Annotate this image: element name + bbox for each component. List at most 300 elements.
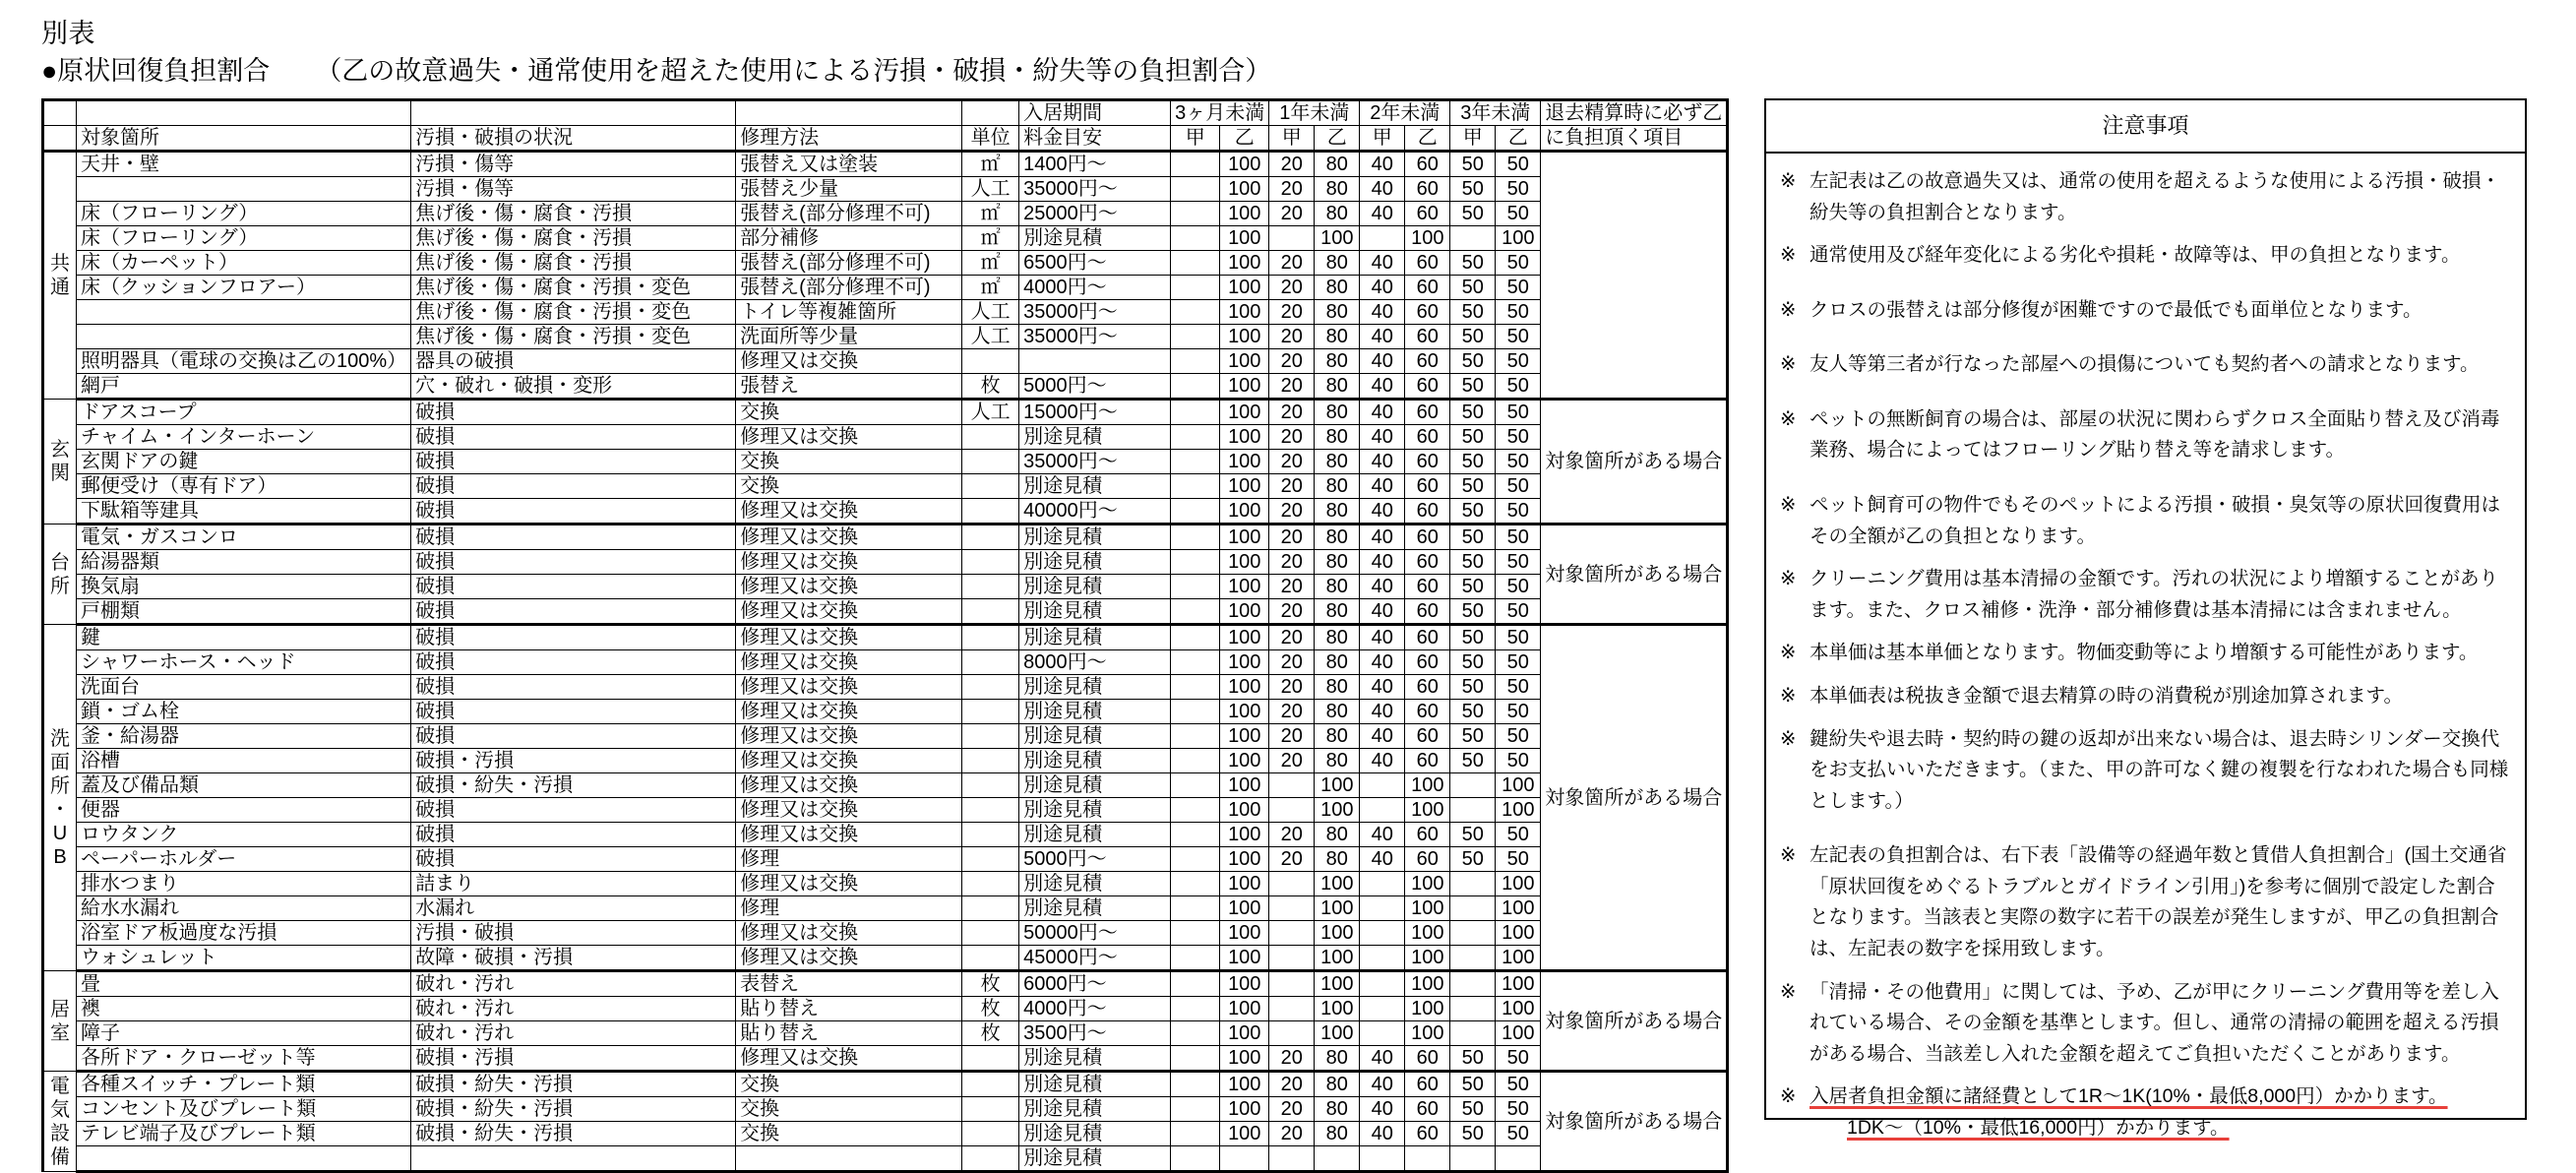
cell-ratio-2: 20	[1269, 349, 1315, 374]
cell-price: 8000円～	[1019, 650, 1171, 675]
cell-ratio-6: 50	[1450, 374, 1496, 400]
cell-method: 修理又は交換	[736, 349, 962, 374]
table-row	[43, 177, 1728, 202]
cell-ratio-1: 100	[1220, 525, 1269, 550]
cell-unit: ㎡	[962, 226, 1019, 251]
cell-state: 破損	[411, 525, 736, 550]
cell-ratio-2: 20	[1269, 276, 1315, 300]
cell-ratio-0	[1171, 575, 1220, 599]
cell-ratio-3: 80	[1315, 251, 1360, 276]
table-row	[43, 300, 1728, 325]
cell-ratio-4: 40	[1360, 450, 1405, 474]
note-text: 鍵紛失や退去時・契約時の鍵の返却が出来ない場合は、退去時シリンダー交換代をお支払いいただきます。（また、甲の許可なく鍵の複製を行なわれた場合も同様とします。）	[1809, 727, 2509, 812]
cell-place: 排水つまり	[77, 872, 411, 896]
cell-ratio-5: 100	[1405, 226, 1450, 251]
note-item-5	[1780, 490, 2509, 552]
cell-unit: 枚	[962, 1021, 1019, 1046]
cell-ratio-1: 100	[1220, 300, 1269, 325]
cell-ratio-2: 20	[1269, 823, 1315, 847]
cell-state: 破損	[411, 575, 736, 599]
header-period-3: 2年未満	[1360, 100, 1450, 126]
cell-price: 35000円～	[1019, 300, 1171, 325]
cell-ratio-4: 40	[1360, 675, 1405, 700]
cell-ratio-1: 100	[1220, 202, 1269, 226]
table-row	[43, 1097, 1728, 1122]
cell-state: 破損	[411, 798, 736, 823]
cell-ratio-4	[1360, 798, 1405, 823]
cell-price: 別途見積	[1019, 1046, 1171, 1072]
cell-ratio-3	[1315, 1146, 1360, 1172]
cell-unit	[962, 550, 1019, 575]
cell-unit: 人工	[962, 177, 1019, 202]
cell-ratio-5: 60	[1405, 1072, 1450, 1097]
cell-unit: ㎡	[962, 202, 1019, 226]
header-period-1: 3ヶ月未満	[1171, 100, 1269, 126]
cell-ratio-4: 40	[1360, 251, 1405, 276]
cell-ratio-4: 40	[1360, 847, 1405, 872]
cell-unit: ㎡	[962, 152, 1019, 177]
cell-ratio-5: 60	[1405, 325, 1450, 349]
cell-price: 別途見積	[1019, 823, 1171, 847]
cell-ratio-7: 100	[1496, 971, 1541, 997]
cell-ratio-4: 40	[1360, 325, 1405, 349]
cell-ratio-1: 100	[1220, 921, 1269, 946]
header-party-a-4: 甲	[1450, 126, 1496, 152]
cell-method: 修理又は交換	[736, 650, 962, 675]
cell-ratio-0	[1171, 971, 1220, 997]
table-row	[43, 896, 1728, 921]
cell-ratio-6	[1450, 1021, 1496, 1046]
cell-ratio-7: 100	[1496, 872, 1541, 896]
cell-price: 別途見積	[1019, 896, 1171, 921]
cell-ratio-7: 50	[1496, 675, 1541, 700]
cell-price: 別途見積	[1019, 724, 1171, 749]
cell-ratio-2: 20	[1269, 749, 1315, 773]
cell-method: 交換	[736, 1122, 962, 1146]
cell-ratio-2: 20	[1269, 152, 1315, 177]
note-fee	[1780, 1081, 2509, 1143]
cell-category-note: 対象箇所がある場合	[1541, 625, 1728, 971]
doc-subtitle: （乙の故意過失・通常使用を超えた使用による汚損・破損・紛失等の負担割合）	[315, 56, 1272, 86]
category-cell-5: 電 気 設 備	[43, 1072, 77, 1172]
cell-ratio-1: 100	[1220, 773, 1269, 798]
cell-ratio-0	[1171, 773, 1220, 798]
cell-price: 35000円～	[1019, 177, 1171, 202]
cell-price: 別途見積	[1019, 798, 1171, 823]
cell-ratio-2: 20	[1269, 450, 1315, 474]
cell-state: 破損	[411, 599, 736, 625]
cell-ratio-2: 20	[1269, 1097, 1315, 1122]
cell-ratio-6: 50	[1450, 325, 1496, 349]
note-text: ペットの無断飼育の場合は、部屋の状況に関わらずクロス全面貼り替え及び消毒業務、場合によってはフローリング貼り替え等を請求します。	[1809, 407, 2500, 462]
cell-ratio-6: 50	[1450, 152, 1496, 177]
header-place: 対象箇所	[77, 126, 411, 152]
cell-ratio-3: 80	[1315, 300, 1360, 325]
table-row	[43, 749, 1728, 773]
cell-ratio-6: 50	[1450, 1046, 1496, 1072]
cell-ratio-2: 20	[1269, 525, 1315, 550]
cell-place: 給水水漏れ	[77, 896, 411, 921]
cell-method: 交換	[736, 400, 962, 425]
cell-ratio-1: 100	[1220, 226, 1269, 251]
cell-ratio-3: 80	[1315, 152, 1360, 177]
note-text: クロスの張替えは部分修復が困難ですので最低でも面単位となります。	[1809, 298, 2423, 321]
cell-ratio-1: 100	[1220, 1122, 1269, 1146]
cell-place: 畳	[77, 971, 411, 997]
cell-method: 修理又は交換	[736, 425, 962, 450]
cell-price: 5000円～	[1019, 847, 1171, 872]
cell-ratio-3: 80	[1315, 177, 1360, 202]
cell-ratio-1: 100	[1220, 971, 1269, 997]
cell-ratio-0	[1171, 550, 1220, 575]
cell-ratio-0	[1171, 1021, 1220, 1046]
cell-ratio-5: 100	[1405, 1021, 1450, 1046]
cell-price: 25000円～	[1019, 202, 1171, 226]
cell-category-note: 対象箇所がある場合	[1541, 1072, 1728, 1172]
table-row	[43, 971, 1728, 997]
cell-ratio-0	[1171, 798, 1220, 823]
cell-ratio-5: 60	[1405, 675, 1450, 700]
cell-state: 破損	[411, 400, 736, 425]
cell-ratio-6: 50	[1450, 251, 1496, 276]
cell-ratio-6: 50	[1450, 650, 1496, 675]
cell-ratio-2	[1269, 1146, 1315, 1172]
cell-ratio-3: 80	[1315, 400, 1360, 425]
cell-ratio-3: 80	[1315, 1122, 1360, 1146]
cell-state: 破損	[411, 474, 736, 499]
cell-ratio-7: 50	[1496, 847, 1541, 872]
cell-ratio-7: 50	[1496, 450, 1541, 474]
cell-method: 修理又は交換	[736, 773, 962, 798]
cell-ratio-0	[1171, 650, 1220, 675]
note-mark-icon: ※	[1780, 170, 1797, 192]
cell-ratio-7: 50	[1496, 1097, 1541, 1122]
cell-price: 35000円～	[1019, 450, 1171, 474]
table-row	[43, 823, 1728, 847]
cell-ratio-7: 50	[1496, 650, 1541, 675]
cell-unit: 枚	[962, 997, 1019, 1021]
cell-ratio-4: 40	[1360, 374, 1405, 400]
cell-ratio-5: 60	[1405, 276, 1450, 300]
cell-unit	[962, 823, 1019, 847]
cell-ratio-2	[1269, 921, 1315, 946]
cell-price: 6500円～	[1019, 251, 1171, 276]
cell-ratio-7: 50	[1496, 374, 1541, 400]
cell-ratio-6: 50	[1450, 202, 1496, 226]
cell-state: 破損・汚損	[411, 749, 736, 773]
cell-ratio-5: 60	[1405, 177, 1450, 202]
cell-ratio-0	[1171, 349, 1220, 374]
cell-unit: 枚	[962, 374, 1019, 400]
cell-state: 破損	[411, 550, 736, 575]
note-text: 左記表は乙の故意過失又は、通常の使用を超えるような使用による汚損・破損・紛失等の負担割合となります。	[1809, 170, 2501, 223]
cell-price: 別途見積	[1019, 625, 1171, 650]
cell-method: 修理又は交換	[736, 872, 962, 896]
cell-method: 修理又は交換	[736, 499, 962, 525]
table-row	[43, 152, 1728, 177]
cell-state: 故障・破損・汚損	[411, 946, 736, 971]
cell-ratio-2: 20	[1269, 1046, 1315, 1072]
cell-ratio-3: 80	[1315, 1046, 1360, 1072]
cell-ratio-2	[1269, 1021, 1315, 1046]
table-row	[43, 675, 1728, 700]
cell-ratio-7: 100	[1496, 226, 1541, 251]
cell-place: 床（フローリング）	[77, 226, 411, 251]
cell-ratio-5: 60	[1405, 575, 1450, 599]
cell-method: 修理又は交換	[736, 749, 962, 773]
cell-method: 修理又は交換	[736, 1046, 962, 1072]
cell-ratio-4: 40	[1360, 700, 1405, 724]
cell-price: 別途見積	[1019, 700, 1171, 724]
cell-place: 床（カーペット）	[77, 251, 411, 276]
cell-method: 修理又は交換	[736, 550, 962, 575]
cell-ratio-2: 20	[1269, 550, 1315, 575]
header-period-4: 3年未満	[1450, 100, 1541, 126]
cell-price: 別途見積	[1019, 425, 1171, 450]
category-cell-1: 玄 関	[43, 400, 77, 525]
cell-ratio-4	[1360, 896, 1405, 921]
cell-ratio-3: 100	[1315, 971, 1360, 997]
cell-ratio-0	[1171, 700, 1220, 724]
table-row	[43, 1046, 1728, 1072]
header-unit: 単位	[962, 126, 1019, 152]
header-party-a-2: 甲	[1269, 126, 1315, 152]
cell-ratio-7: 50	[1496, 425, 1541, 450]
cell-ratio-7: 50	[1496, 276, 1541, 300]
cell-ratio-1: 100	[1220, 749, 1269, 773]
table-row	[43, 226, 1728, 251]
cell-price: 40000円～	[1019, 499, 1171, 525]
cell-method: 修理又は交換	[736, 625, 962, 650]
table-row	[43, 349, 1728, 374]
cell-unit: 人工	[962, 400, 1019, 425]
cell-state: 破れ・汚れ	[411, 1021, 736, 1046]
doc-title-line	[41, 49, 1271, 88]
cell-ratio-1: 100	[1220, 946, 1269, 971]
cell-unit	[962, 450, 1019, 474]
cell-ratio-0	[1171, 300, 1220, 325]
cell-ratio-1: 100	[1220, 823, 1269, 847]
cell-ratio-1: 100	[1220, 474, 1269, 499]
cell-ratio-7: 50	[1496, 400, 1541, 425]
cell-ratio-0	[1171, 450, 1220, 474]
cell-ratio-3: 100	[1315, 1021, 1360, 1046]
cell-ratio-2: 20	[1269, 675, 1315, 700]
cell-ratio-3: 80	[1315, 625, 1360, 650]
cell-ratio-6	[1450, 798, 1496, 823]
cell-ratio-5: 60	[1405, 724, 1450, 749]
cell-category-note	[1541, 152, 1728, 400]
note-mark-icon: ※	[1780, 298, 1797, 321]
note-text: 左記表の負担割合は、右下表「設備等の経過年数と賃借人負担割合」(国土交通省「原状回復をめぐるトラブルとガイドライン引用」)を参考に個別で設定した割合となります。当該表と実際の数字に若干の誤差が発生しますが、甲乙の負担割合は、左記表の数字を採用致します。	[1809, 844, 2507, 959]
cell-place: 下駄箱等建具	[77, 499, 411, 525]
notes-title: 注意事項	[1766, 100, 2525, 154]
cell-ratio-0	[1171, 499, 1220, 525]
cell-ratio-6: 50	[1450, 525, 1496, 550]
note-text: 「清掃・その他費用」に関しては、予め、乙が甲にクリーニング費用等を差し入れている場合、その金額を基準とします。但し、通常の清掃の範囲を超える汚損がある場合、当該差し入れた金額を超えてご負担いただくことがあります。	[1809, 980, 2499, 1065]
cell-ratio-5: 60	[1405, 425, 1450, 450]
cell-price: 別途見積	[1019, 1072, 1171, 1097]
cell-ratio-1: 100	[1220, 1072, 1269, 1097]
cell-ratio-7: 50	[1496, 525, 1541, 550]
cell-ratio-0	[1171, 675, 1220, 700]
cell-ratio-6	[1450, 872, 1496, 896]
table-row	[43, 798, 1728, 823]
cell-category-note: 対象箇所がある場合	[1541, 400, 1728, 525]
cell-place: 蓋及び備品類	[77, 773, 411, 798]
cell-place: 便器	[77, 798, 411, 823]
cell-ratio-2: 20	[1269, 1122, 1315, 1146]
cell-ratio-0	[1171, 202, 1220, 226]
cell-place: テレビ端子及びプレート類	[77, 1122, 411, 1146]
cell-price: 3500円～	[1019, 1021, 1171, 1046]
cell-method: 交換	[736, 450, 962, 474]
note-item-11	[1780, 977, 2509, 1071]
header-state: 汚損・破損の状況	[411, 126, 736, 152]
cell-ratio-5: 100	[1405, 921, 1450, 946]
header-spacer-unit	[962, 100, 1019, 126]
cell-place: ウォシュレット	[77, 946, 411, 971]
cell-ratio-2: 20	[1269, 300, 1315, 325]
cell-ratio-7: 100	[1496, 921, 1541, 946]
note-fee-line1: 入居者負担金額に諸経費として1R～1K(10%・最低8,000円）かかります。	[1809, 1085, 2448, 1108]
header-party-b-3: 乙	[1405, 126, 1450, 152]
cell-state: 焦げ後・傷・腐食・汚損・変色	[411, 325, 736, 349]
cell-ratio-0	[1171, 997, 1220, 1021]
cell-unit	[962, 700, 1019, 724]
cell-ratio-0	[1171, 823, 1220, 847]
cell-ratio-3: 80	[1315, 1072, 1360, 1097]
cell-ratio-3: 80	[1315, 650, 1360, 675]
cell-ratio-2: 20	[1269, 474, 1315, 499]
cell-ratio-7: 50	[1496, 724, 1541, 749]
header-spacer-place	[77, 100, 411, 126]
cell-state: 汚損・破損	[411, 921, 736, 946]
note-mark-icon: ※	[1780, 353, 1797, 376]
header-price: 料金目安	[1019, 126, 1171, 152]
table-row	[43, 847, 1728, 872]
cell-ratio-1: 100	[1220, 847, 1269, 872]
cell-ratio-5: 100	[1405, 872, 1450, 896]
table-header-row-periods	[43, 100, 1728, 126]
header-method: 修理方法	[736, 126, 962, 152]
cell-unit: 枚	[962, 971, 1019, 997]
cell-method: 部分補修	[736, 226, 962, 251]
cell-price: 別途見積	[1019, 474, 1171, 499]
cell-unit	[962, 724, 1019, 749]
cell-place: 網戸	[77, 374, 411, 400]
cell-ratio-4: 40	[1360, 276, 1405, 300]
cell-place: 床（クッションフロアー）	[77, 276, 411, 300]
cell-price: 4000円～	[1019, 276, 1171, 300]
cell-ratio-2	[1269, 872, 1315, 896]
cell-place: 鍵	[77, 625, 411, 650]
cell-ratio-7: 100	[1496, 1021, 1541, 1046]
cell-category-note: 対象箇所がある場合	[1541, 971, 1728, 1072]
cell-ratio-1: 100	[1220, 650, 1269, 675]
cell-state: 破損	[411, 425, 736, 450]
cell-ratio-5: 100	[1405, 773, 1450, 798]
cell-ratio-1: 100	[1220, 1021, 1269, 1046]
cell-ratio-7: 50	[1496, 202, 1541, 226]
cell-price: 別途見積	[1019, 1146, 1171, 1172]
cell-ratio-4	[1360, 226, 1405, 251]
cell-ratio-4: 40	[1360, 152, 1405, 177]
cell-ratio-6: 50	[1450, 823, 1496, 847]
table-row	[43, 921, 1728, 946]
cell-ratio-4: 40	[1360, 202, 1405, 226]
cell-ratio-3: 80	[1315, 550, 1360, 575]
cell-state: 穴・破れ・破損・変形	[411, 374, 736, 400]
cell-ratio-2: 20	[1269, 847, 1315, 872]
cell-ratio-4	[1360, 946, 1405, 971]
cell-ratio-6: 50	[1450, 450, 1496, 474]
cell-ratio-0	[1171, 400, 1220, 425]
cell-ratio-2: 20	[1269, 724, 1315, 749]
cell-ratio-7: 50	[1496, 1122, 1541, 1146]
cell-ratio-1: 100	[1220, 700, 1269, 724]
category-cell-0: 共 通	[43, 152, 77, 400]
cell-ratio-3: 80	[1315, 276, 1360, 300]
cell-ratio-6: 50	[1450, 499, 1496, 525]
cell-ratio-4: 40	[1360, 349, 1405, 374]
cell-state: 破損	[411, 823, 736, 847]
cell-ratio-7: 50	[1496, 251, 1541, 276]
cell-ratio-2	[1269, 971, 1315, 997]
cell-ratio-1: 100	[1220, 675, 1269, 700]
table-row	[43, 700, 1728, 724]
cell-ratio-6: 50	[1450, 1097, 1496, 1122]
cell-ratio-1: 100	[1220, 499, 1269, 525]
cell-ratio-7: 50	[1496, 499, 1541, 525]
cell-ratio-1: 100	[1220, 798, 1269, 823]
table-row	[43, 325, 1728, 349]
cell-ratio-0	[1171, 226, 1220, 251]
cell-ratio-1: 100	[1220, 997, 1269, 1021]
cell-ratio-7: 50	[1496, 575, 1541, 599]
cell-unit	[962, 1046, 1019, 1072]
cell-state: 焦げ後・傷・腐食・汚損	[411, 226, 736, 251]
cell-ratio-0	[1171, 1122, 1220, 1146]
cell-ratio-5: 60	[1405, 599, 1450, 625]
note-text: 友人等第三者が行なった部屋への損傷についても契約者への請求となります。	[1809, 353, 2480, 376]
note-item-2	[1780, 295, 2509, 327]
cell-ratio-1: 100	[1220, 276, 1269, 300]
cell-method: 修理又は交換	[736, 798, 962, 823]
cell-ratio-5: 60	[1405, 550, 1450, 575]
header-spacer-method	[736, 100, 962, 126]
cell-ratio-4: 40	[1360, 575, 1405, 599]
cell-ratio-7: 50	[1496, 349, 1541, 374]
cell-place: 各種スイッチ・プレート類	[77, 1072, 411, 1097]
cell-unit: 人工	[962, 300, 1019, 325]
cell-state: 焦げ後・傷・腐食・汚損	[411, 251, 736, 276]
cell-method: 修理又は交換	[736, 700, 962, 724]
cell-ratio-3: 80	[1315, 525, 1360, 550]
cell-ratio-7: 50	[1496, 550, 1541, 575]
cell-ratio-5: 60	[1405, 650, 1450, 675]
cell-ratio-4: 40	[1360, 550, 1405, 575]
cell-state: 破損・汚損	[411, 1046, 736, 1072]
cell-ratio-2: 20	[1269, 625, 1315, 650]
cell-ratio-0	[1171, 946, 1220, 971]
cell-state: 破れ・汚れ	[411, 971, 736, 997]
cell-ratio-1: 100	[1220, 724, 1269, 749]
cell-unit: ㎡	[962, 276, 1019, 300]
cell-state: 詰まり	[411, 872, 736, 896]
note-text: 本単価表は税抜き金額で退去精算の時の消費税が別途加算されます。	[1809, 684, 2403, 707]
cell-price: 15000円～	[1019, 400, 1171, 425]
